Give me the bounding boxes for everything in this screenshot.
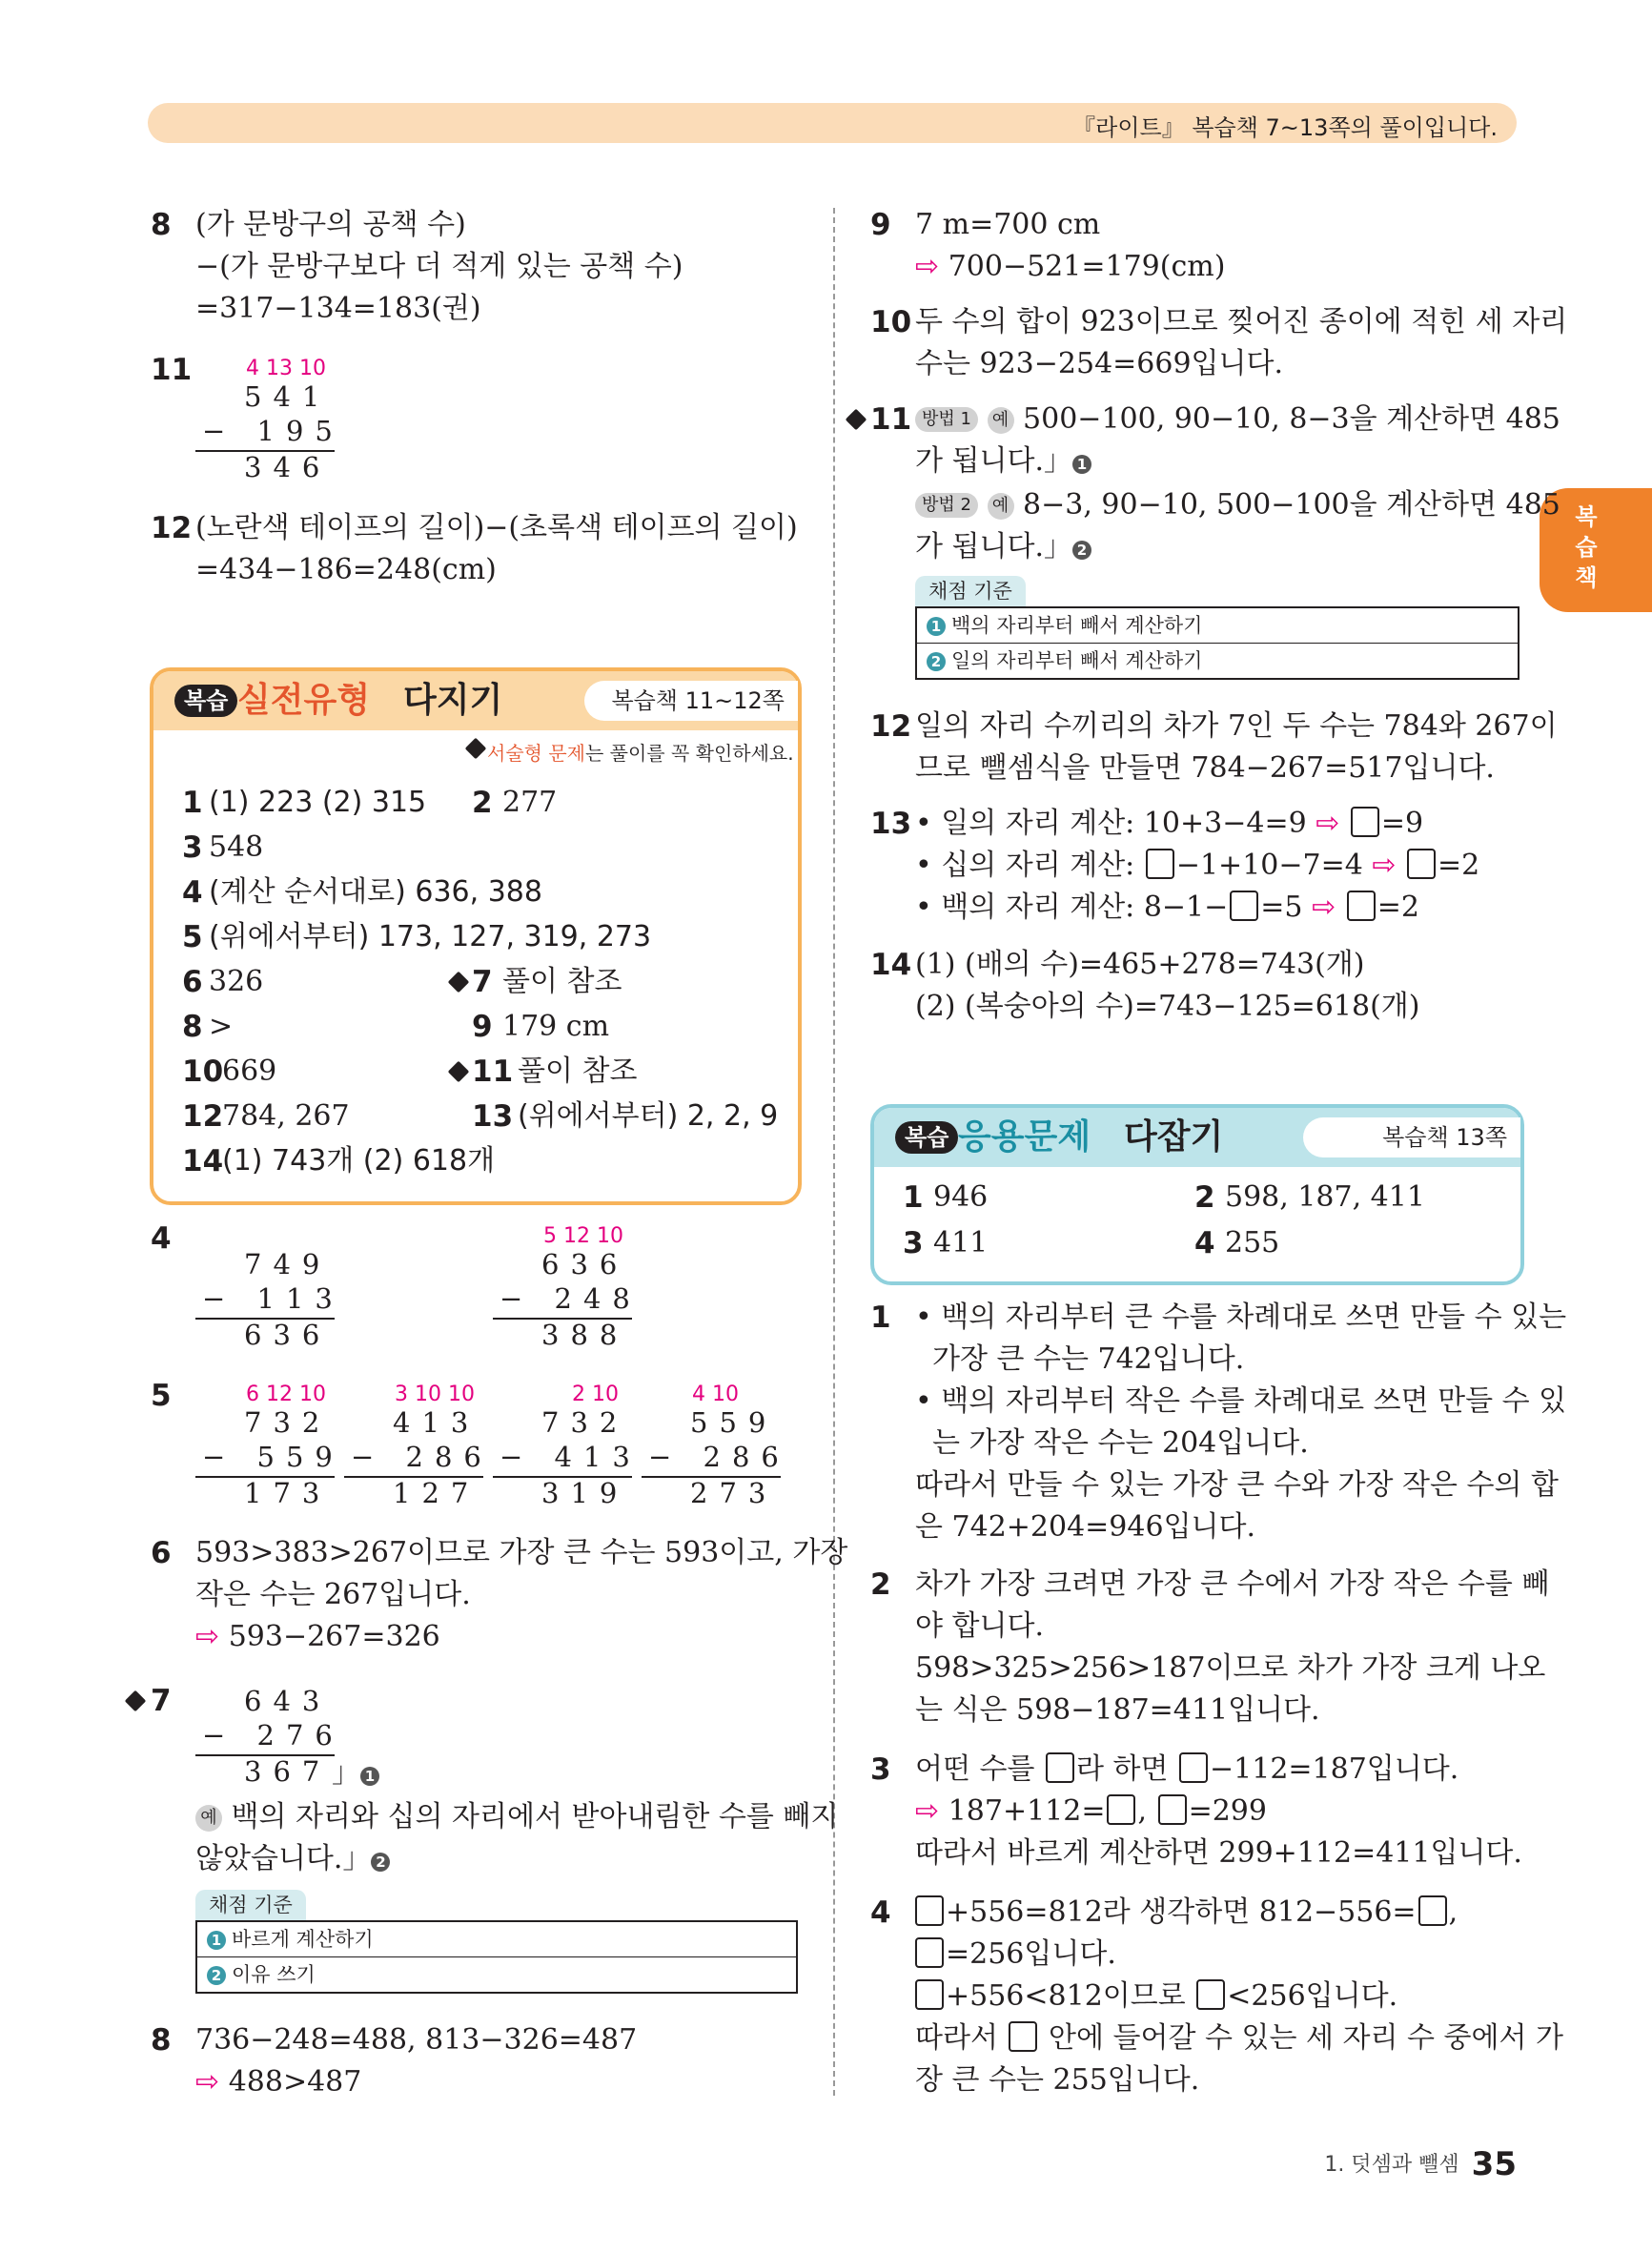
- subtrahend: − 248: [500, 1282, 642, 1315]
- difference: 388: [541, 1319, 629, 1351]
- answer-text: (1) 223 (2) 315: [209, 786, 427, 819]
- minuend: 559: [690, 1406, 778, 1439]
- problem-number: 4: [151, 1221, 172, 1256]
- pencil-icon: [448, 1061, 470, 1083]
- arrow-right-icon: ⇨: [195, 1620, 220, 1653]
- problem-number: 11: [870, 402, 912, 437]
- answer-number: 14: [182, 1144, 224, 1178]
- practice-note: 서술형 문제는 풀이를 꼭 확인하세요.: [468, 738, 794, 766]
- text-line: =256입니다.: [913, 1934, 1116, 1976]
- method-badge: 방법 2: [915, 493, 978, 518]
- criteria-row: 2 이유 쓰기: [197, 1956, 796, 1992]
- answer-number: 10: [182, 1055, 224, 1089]
- text-line: 방법 2 예 8−3, 90−10, 500−100을 계산하면 485: [915, 484, 1560, 526]
- subtrahend: − 195: [202, 415, 344, 447]
- page-footer: [1324, 2145, 1517, 2183]
- subtrahend: − 286: [648, 1441, 790, 1473]
- answer-text: 277: [502, 786, 558, 819]
- text-line: 가 됩니다.」 2: [915, 526, 1097, 568]
- problem-number: 12: [151, 511, 193, 545]
- answer-text: (위에서부터) 2, 2, 9: [518, 1099, 779, 1133]
- arrow-right-icon: ⇨: [1312, 891, 1336, 924]
- answer-text: 548: [209, 830, 264, 864]
- apply-title-suffix: 다잡기: [1124, 1117, 1224, 1157]
- practice-box-header: [153, 671, 798, 730]
- pencil-icon: [448, 972, 470, 993]
- answer-number: 9: [472, 1010, 493, 1044]
- blank-box: [1107, 1794, 1135, 1825]
- problem-number: 11: [151, 353, 193, 387]
- blank-box: [1009, 2021, 1037, 2052]
- answer-number: 3: [182, 830, 203, 865]
- text-line: 가장 큰 수는 742입니다.: [932, 1342, 1245, 1376]
- text-line: (노란색 테이프의 길이)−(초록색 테이프의 길이): [195, 511, 798, 544]
- text-line: • 일의 자리 계산: 10+3−4=9 ⇨ =9: [915, 807, 1424, 840]
- blank-box: [915, 1979, 944, 2010]
- borrow-marks: 4 10: [692, 1383, 739, 1406]
- header-bar: [148, 103, 1517, 143]
- pencil-icon: [465, 738, 487, 760]
- criteria-table: [915, 606, 1519, 680]
- criteria-label: 채점 기준: [195, 1890, 306, 1920]
- text-line: 598>325>256>187이므로 차가 가장 크게 나오: [915, 1651, 1546, 1685]
- marker-tail: 」 1: [332, 1752, 385, 1794]
- text-line: 736−248=488, 813−326=487: [195, 2023, 638, 2057]
- blank-box: [1418, 1895, 1447, 1926]
- criteria-table: [195, 1920, 798, 1994]
- answer-number: 5: [182, 920, 203, 954]
- text-line: −(가 문방구보다 더 적게 있는 공책 수): [195, 250, 683, 283]
- practice-title-suffix: 다지기: [403, 681, 503, 720]
- answer-text: (1) 743개 (2) 618개: [222, 1144, 496, 1178]
- text-line: • 십의 자리 계산: −1+10−7=4 ⇨ =2: [915, 849, 1480, 882]
- arrow-right-icon: ⇨: [1315, 807, 1340, 840]
- problem-number: 1: [870, 1301, 891, 1335]
- problem-number: 5: [151, 1379, 172, 1413]
- answer-text: 풀이 참조: [502, 965, 622, 998]
- subtrahend: − 276: [202, 1719, 344, 1751]
- text-line: 따라서 안에 들어갈 수 있는 세 자리 수 중에서 가: [915, 2021, 1563, 2055]
- text-line: • 백의 자리부터 작은 수를 차례대로 쓰면 만들 수 있: [915, 1384, 1567, 1418]
- answer-number: 8: [182, 1010, 203, 1044]
- pencil-icon: [846, 409, 867, 431]
- text-line: 작은 수는 267입니다.: [195, 1578, 471, 1611]
- answer-number: 1: [903, 1180, 924, 1215]
- answer-text: 946: [933, 1180, 989, 1214]
- problem-number: 6: [151, 1536, 172, 1570]
- text-line: 가 됩니다.」 1: [915, 440, 1097, 482]
- blank-box: [1158, 1794, 1187, 1825]
- minuend: 732: [541, 1406, 629, 1439]
- review-tag: 복습: [895, 1121, 958, 1154]
- blank-box: [1146, 849, 1174, 879]
- answer-text: 풀이 참조: [518, 1055, 638, 1088]
- minuend: 636: [541, 1248, 629, 1280]
- practice-ref: 복습책 11~12쪽: [584, 681, 798, 721]
- problem-number: 9: [870, 208, 891, 242]
- problem-number: 8: [151, 208, 172, 242]
- answer-number: 2: [472, 786, 493, 820]
- text-line: +556=812라 생각하면 812−556= ,: [913, 1892, 1458, 1934]
- blank-box: [1179, 1752, 1208, 1783]
- text-line: (가 문방구의 공책 수): [195, 208, 466, 241]
- problem-number: 12: [870, 709, 912, 744]
- text-line: ⇨ 488>487: [195, 2065, 362, 2099]
- text-line: 은 742+204=946입니다.: [915, 1510, 1256, 1544]
- difference: 636: [244, 1319, 332, 1351]
- text-line: =317−134=183(권): [195, 292, 481, 325]
- answer-number: 6: [182, 965, 203, 999]
- example-badge: 예: [988, 407, 1014, 434]
- text-line: 따라서 만들 수 있는 가장 큰 수와 가장 작은 수의 합: [915, 1468, 1559, 1502]
- problem-number: 10: [870, 305, 912, 339]
- page-number: 35: [1471, 2145, 1517, 2183]
- blank-box: [1196, 1979, 1225, 2010]
- problem-number: 4: [870, 1895, 891, 1930]
- answer-number: 11: [472, 1055, 514, 1089]
- difference: 346: [244, 451, 332, 483]
- answer-text: (계산 순서대로) 636, 388: [209, 875, 542, 909]
- difference: 173: [244, 1477, 332, 1509]
- text-line: 예 백의 자리와 십의 자리에서 받아내림한 수를 빼지: [195, 1796, 838, 1838]
- answer-number: 4: [182, 875, 203, 910]
- answer-text: 784, 267: [222, 1099, 350, 1133]
- minuend: 749: [244, 1248, 332, 1280]
- blank-box: [1351, 807, 1379, 837]
- text-line: ⇨ 593−267=326: [195, 1620, 440, 1653]
- answer-number: 2: [1194, 1180, 1215, 1215]
- blank-box: [915, 1937, 944, 1968]
- difference: 367: [244, 1755, 332, 1788]
- text-line: 장 큰 수는 255입니다.: [915, 2063, 1200, 2097]
- apply-answer-box: [870, 1104, 1524, 1285]
- apply-box-header: [874, 1108, 1520, 1167]
- criteria-row: 2 일의 자리부터 빼서 계산하기: [917, 643, 1518, 678]
- apply-ref: 복습책 13쪽: [1303, 1117, 1520, 1157]
- text-line: • 백의 자리부터 큰 수를 차례대로 쓰면 만들 수 있는: [915, 1301, 1567, 1334]
- problem-number: 8: [151, 2023, 172, 2058]
- review-tag: 복습: [174, 685, 237, 717]
- arrow-right-icon: ⇨: [915, 1794, 940, 1828]
- text-line: 두 수의 합이 923이므로 찢어진 종이에 적힌 세 자리: [915, 305, 1568, 338]
- pencil-icon: [125, 1690, 147, 1712]
- minuend: 541: [244, 380, 332, 413]
- problem-number: 14: [870, 948, 912, 982]
- borrow-marks: 6 12 10: [246, 1383, 326, 1406]
- arrow-right-icon: ⇨: [915, 250, 940, 283]
- borrow-marks: 2 10: [572, 1383, 619, 1406]
- method-badge: 방법 1: [915, 407, 978, 432]
- answer-number: 13: [472, 1099, 514, 1134]
- difference: 273: [690, 1477, 778, 1509]
- answer-number: 7: [472, 965, 493, 999]
- text-line: =434−186=248(cm): [195, 553, 497, 586]
- answer-text: 411: [933, 1226, 989, 1260]
- text-line: 따라서 바르게 계산하면 299+112=411입니다.: [915, 1836, 1522, 1870]
- borrow-marks: 3 10 10: [395, 1383, 475, 1406]
- example-badge: 예: [195, 1805, 222, 1832]
- text-line: 않았습니다.」 2: [195, 1838, 396, 1880]
- borrow-marks: 4 13 10: [246, 357, 326, 380]
- arrow-right-icon: ⇨: [1372, 849, 1397, 882]
- practice-answer-box: [150, 667, 802, 1205]
- text-line: 는 가장 작은 수는 204입니다.: [932, 1426, 1309, 1460]
- text-line: 593>383>267이므로 가장 큰 수는 593이고, 가장: [195, 1536, 848, 1569]
- difference: 319: [541, 1477, 629, 1509]
- blank-box: [1347, 891, 1376, 921]
- answer-text: 255: [1225, 1226, 1280, 1260]
- subtrahend: − 286: [351, 1441, 493, 1473]
- answer-text: 669: [222, 1055, 277, 1088]
- blank-box: [1407, 849, 1436, 879]
- practice-title: 실전유형: [237, 681, 371, 720]
- text-line: 방법 1 예 500−100, 90−10, 8−3을 계산하면 485: [915, 399, 1560, 440]
- text-line: 차가 가장 크려면 가장 큰 수에서 가장 작은 수를 빼: [915, 1567, 1550, 1601]
- borrow-marks: 5 12 10: [543, 1224, 623, 1248]
- chapter-label: 1. 덧셈과 뺄셈: [1324, 2153, 1459, 2177]
- criteria-row: 1 백의 자리부터 빼서 계산하기: [917, 608, 1518, 643]
- answer-text: 179 cm: [502, 1010, 610, 1043]
- answer-number: 12: [182, 1099, 224, 1134]
- text-line: 일의 자리 수끼리의 차가 7인 두 수는 784와 267이: [915, 709, 1558, 743]
- answer-text: >: [209, 1010, 234, 1043]
- subtrahend: − 559: [202, 1441, 344, 1473]
- minuend: 732: [244, 1406, 332, 1439]
- text-line: (1) (배의 수)=465+278=743(개): [915, 948, 1365, 981]
- answer-text: (위에서부터) 173, 127, 319, 273: [209, 920, 652, 953]
- problem-number: 13: [870, 807, 912, 841]
- problem-number: 2: [870, 1567, 891, 1602]
- text-line: 수는 923−254=669입니다.: [915, 347, 1284, 380]
- text-line: ⇨ 700−521=179(cm): [915, 250, 1226, 283]
- text-line: 는 식은 598−187=411입니다.: [915, 1693, 1320, 1727]
- blank-box: [915, 1895, 944, 1926]
- text-line: (2) (복숭아의 수)=743−125=618(개): [915, 990, 1420, 1023]
- answer-text: 598, 187, 411: [1225, 1180, 1425, 1214]
- text-line: 어떤 수를 라 하면 −112=187입니다.: [915, 1752, 1459, 1786]
- difference: 127: [393, 1477, 480, 1509]
- problem-number: 7: [151, 1684, 172, 1718]
- text-line: +556<812이므로 <256입니다.: [913, 1976, 1397, 2017]
- side-tab-label: 복습책: [1575, 503, 1598, 591]
- answer-number: 4: [1194, 1226, 1215, 1260]
- answer-number: 3: [903, 1226, 924, 1260]
- criteria-row: 1 바르게 계산하기: [197, 1922, 796, 1956]
- text-line: 7 m=700 cm: [915, 208, 1101, 241]
- minuend: 413: [393, 1406, 480, 1439]
- header-text: 『라이트』 복습책 7~13쪽의 풀이입니다.: [1072, 114, 1498, 141]
- arrow-right-icon: ⇨: [195, 2065, 220, 2099]
- blank-box: [1230, 891, 1258, 921]
- answer-text: 326: [209, 965, 264, 998]
- blank-box: [1046, 1752, 1074, 1783]
- minuend: 643: [244, 1685, 332, 1717]
- text-line: ⇨ 187+112= , =299: [915, 1794, 1267, 1828]
- text-line: 므로 뺄셈식을 만들면 784−267=517입니다.: [915, 751, 1495, 785]
- apply-title: 응용문제: [958, 1117, 1091, 1157]
- text-line: • 백의 자리 계산: 8−1− =5 ⇨ =2: [915, 891, 1419, 924]
- problem-number: 3: [870, 1752, 891, 1787]
- text-line: 야 합니다.: [915, 1609, 1044, 1643]
- subtrahend: − 113: [202, 1282, 344, 1315]
- subtrahend: − 413: [500, 1441, 642, 1473]
- criteria-label: 채점 기준: [915, 576, 1026, 606]
- answer-number: 1: [182, 786, 203, 820]
- example-badge: 예: [988, 493, 1014, 520]
